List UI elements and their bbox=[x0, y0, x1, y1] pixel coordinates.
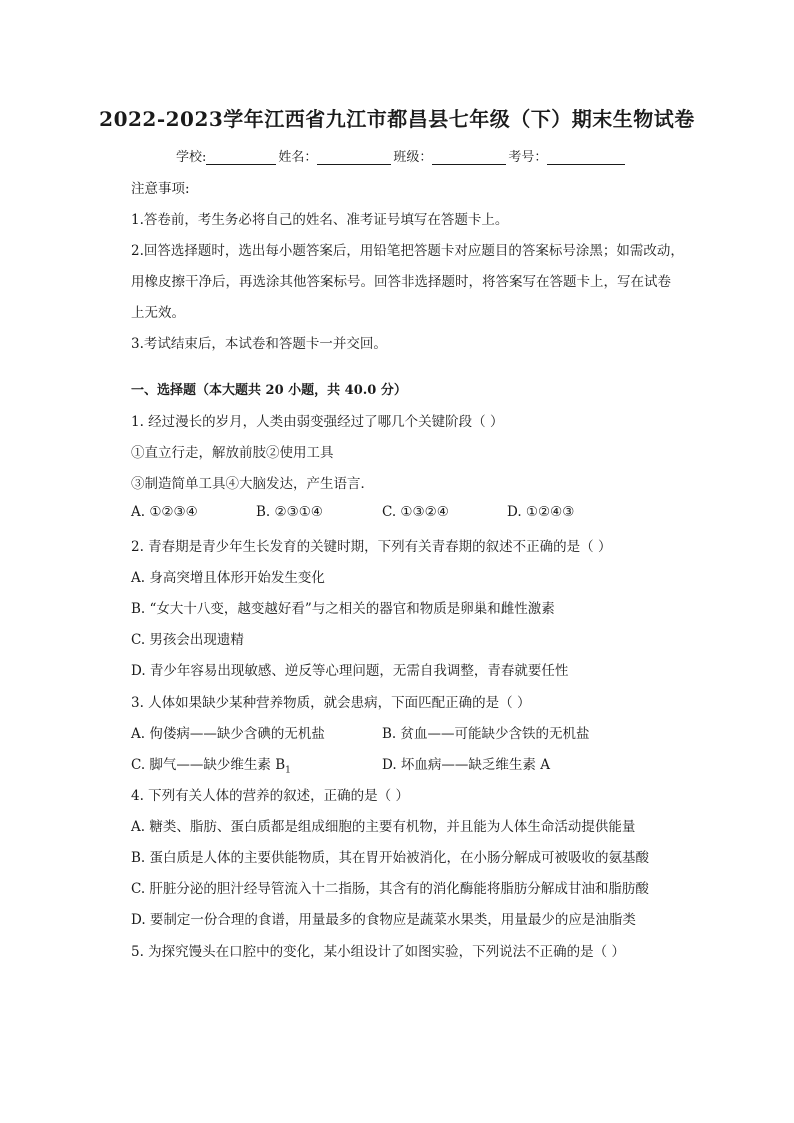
question-3-stem: 3. 人体如果缺少某种营养物质，就会患病，下面匹配正确的是（ ） bbox=[131, 695, 531, 711]
question-3-option-d: D. 坏血病——缺乏维生素 A bbox=[382, 757, 550, 773]
question-3-option-b: B. 贫血——可能缺少含铁的无机盐 bbox=[382, 726, 590, 742]
class-label: 班级： bbox=[393, 150, 433, 165]
question-2-option-c: C. 男孩会出现遗精 bbox=[131, 632, 244, 648]
question-2-stem: 2. 青春期是青少年生长发育的关键时期，下列有关青春期的叙述不正确的是（ ） bbox=[131, 539, 612, 555]
name-label: 姓名： bbox=[278, 150, 318, 165]
notice-item-2-line-2: 用橡皮擦干净后，再选涂其他答案标号。回答非选择题时，将答案写在答题卡上，写在试卷 bbox=[131, 274, 671, 290]
question-3-option-c bbox=[131, 753, 291, 776]
exam-title: 2022-2023学年江西省九江市都昌县七年级（下）期末生物试卷 bbox=[99, 107, 695, 131]
question-3-option-a: A. 佝偻病——缺少含碘的无机盐 bbox=[131, 726, 325, 742]
question-1-option-a: A. ①②③④ bbox=[131, 504, 198, 520]
question-1-line-2: ①直立行走，解放前肢②使用工具 bbox=[131, 445, 334, 461]
question-1-line-3: ③制造简单工具④大脑发达，产生语言． bbox=[131, 476, 374, 492]
question-4-option-a: A. 糖类、脂肪、蛋白质都是组成细胞的主要有机物，并且能为人体生命活动提供能量 bbox=[131, 819, 636, 835]
exam-number-label: 考号： bbox=[508, 150, 548, 165]
notice-item-2-line-1: 2.回答选择题时，选出每小题答案后，用铅笔把答题卡对应题目的答案标号涂黑；如需改动， bbox=[131, 243, 684, 259]
school-blank bbox=[206, 150, 276, 165]
question-1-option-d: D. ①②④③ bbox=[507, 504, 575, 520]
exam-number-blank bbox=[547, 150, 625, 165]
name-blank bbox=[317, 150, 391, 165]
section-heading: 一、选择题（本大题共 20 小题，共 40.0 分） bbox=[131, 383, 407, 398]
question-2-option-d: D. 青少年容易出现敏感、逆反等心理问题，无需自我调整，青春就要任性 bbox=[131, 663, 569, 679]
question-3-option-c-text: C. 脚气——缺少维生素 B bbox=[131, 757, 286, 773]
notice-item-1: 1.答卷前，考生务必将自己的姓名、准考证号填写在答题卡上。 bbox=[131, 212, 509, 228]
question-2-option-b: B. “女大十八变，越变越好看”与之相关的器官和物质是卵巢和雌性激素 bbox=[131, 601, 555, 617]
question-1-option-c: C. ①③②④ bbox=[382, 504, 449, 520]
question-4-option-d: D. 要制定一份合理的食谱，用量最多的食物应是蔬菜水果类，用量最少的应是油脂类 bbox=[131, 912, 636, 928]
notice-item-2-line-3: 上无效。 bbox=[131, 305, 185, 321]
question-4-option-b: B. 蛋白质是人体的主要供能物质，其在胃开始被消化，在小肠分解成可被吸收的氨基酸 bbox=[131, 850, 650, 866]
question-5-stem: 5. 为探究馒头在口腔中的变化，某小组设计了如图实验，下列说法不正确的是（ ） bbox=[131, 944, 625, 960]
question-1-stem: 1. 经过漫长的岁月，人类由弱变强经过了哪几个关键阶段（ ） bbox=[131, 414, 504, 430]
question-1-option-b: B. ②③①④ bbox=[256, 504, 323, 520]
notice-item-3: 3.考试结束后，本试卷和答题卡一并交回。 bbox=[131, 336, 387, 352]
school-label: 学校: bbox=[176, 150, 207, 165]
question-4-stem: 4. 下列有关人体的营养的叙述，正确的是（ ） bbox=[131, 788, 409, 804]
question-2-option-a: A. 身高突增且体形开始发生变化 bbox=[131, 570, 325, 586]
question-3-option-c-subscript: 1 bbox=[285, 765, 291, 776]
class-blank bbox=[432, 150, 506, 165]
student-info-line bbox=[176, 146, 627, 165]
question-4-option-c: C. 肝脏分泌的胆汁经导管流入十二指肠，其含有的消化酶能将脂肪分解成甘油和脂肪酸 bbox=[131, 881, 649, 897]
notice-heading: 注意事项: bbox=[131, 181, 190, 197]
